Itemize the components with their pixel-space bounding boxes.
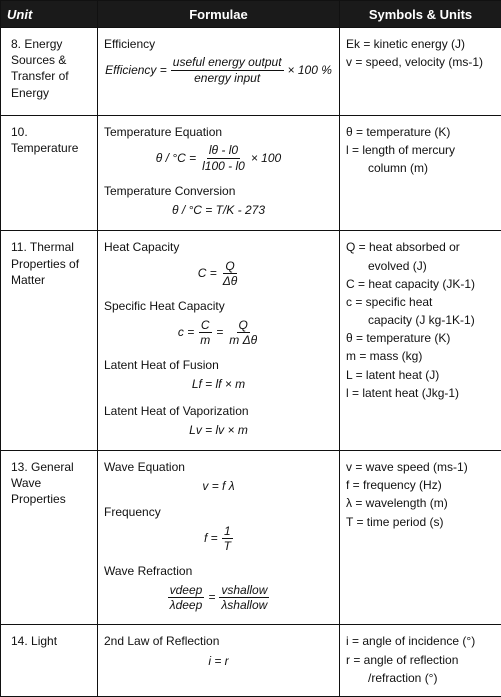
denominator: energy input <box>192 71 262 85</box>
equation-text: Lf = lf × m <box>192 376 245 392</box>
denominator: m Δθ <box>227 333 259 347</box>
equation <box>104 478 333 494</box>
denominator: λshallow <box>219 598 269 612</box>
symbols-cell <box>340 28 501 116</box>
symbol-definition: evolved (J) <box>346 258 495 274</box>
table-row <box>1 625 501 697</box>
symbol-definition: θ = temperature (K) <box>346 124 495 140</box>
symbols-cell <box>340 231 501 451</box>
denominator: l100 - l0 <box>200 159 247 173</box>
numerator: vshallow <box>219 583 269 598</box>
fraction <box>200 143 247 173</box>
formula-label: Frequency <box>104 504 333 520</box>
header-formulae: Formulae <box>98 1 340 28</box>
symbol-definition: Ek = kinetic energy (J) <box>346 36 495 52</box>
fraction <box>222 524 233 554</box>
symbol-definition: l = latent heat (Jkg-1) <box>346 385 495 401</box>
equation-rhs: × 100 % <box>288 62 332 78</box>
formula-block <box>104 504 333 553</box>
equation-lhs: C = <box>198 265 217 281</box>
equation-equals: = <box>208 589 215 605</box>
symbol-definition: /refraction (°) <box>346 670 495 686</box>
symbol-definition: l = length of mercury <box>346 142 495 158</box>
equation <box>104 202 333 218</box>
fraction <box>219 583 269 613</box>
symbol-definition: v = wave speed (ms-1) <box>346 459 495 475</box>
equation <box>104 653 333 669</box>
symbol-definition: r = angle of reflection <box>346 652 495 668</box>
symbol-definition: C = heat capacity (JK-1) <box>346 276 495 292</box>
header-unit: Unit <box>1 1 98 28</box>
symbol-definition: column (m) <box>346 160 495 176</box>
equation-equals: = <box>216 324 223 340</box>
formula-block <box>104 124 333 173</box>
equation <box>104 524 333 554</box>
formula-label: 2nd Law of Reflection <box>104 633 333 649</box>
symbol-definition: θ = temperature (K) <box>346 330 495 346</box>
equation-lhs: f = <box>204 530 218 546</box>
formula-label: Temperature Conversion <box>104 183 333 199</box>
formula-label: Temperature Equation <box>104 124 333 140</box>
unit-cell <box>1 28 98 116</box>
numerator: useful energy output <box>171 55 284 70</box>
formulae-cell <box>98 451 340 625</box>
equation-lhs: Efficiency = <box>105 62 167 78</box>
unit-cell <box>1 116 98 231</box>
fraction <box>227 318 259 348</box>
formula-block <box>104 357 333 392</box>
symbol-definition: Q = heat absorbed or <box>346 239 495 255</box>
symbols-cell <box>340 116 501 231</box>
formula-label: Latent Heat of Fusion <box>104 357 333 373</box>
equation-text: v = f λ <box>202 478 234 494</box>
symbols-cell <box>340 625 501 697</box>
unit-cell <box>1 625 98 697</box>
formula-block <box>104 403 333 438</box>
fraction <box>198 318 212 348</box>
formulae-cell <box>98 28 340 116</box>
equation-text: Lv = lv × m <box>189 422 248 438</box>
formula-label: Wave Refraction <box>104 563 333 579</box>
symbol-definition: λ = wavelength (m) <box>346 495 495 511</box>
fraction <box>221 259 240 289</box>
formula-block <box>104 298 333 347</box>
symbol-definition: T = time period (s) <box>346 514 495 530</box>
equation-text: θ / °C = T/K - 273 <box>172 202 265 218</box>
equation-lhs: c = <box>178 324 194 340</box>
symbol-definition: c = specific heat <box>346 294 495 310</box>
denominator: m <box>198 333 212 347</box>
equation-text: i = r <box>208 653 228 669</box>
formulae-cell <box>98 231 340 451</box>
unit-name: 10. Temperature <box>7 124 91 156</box>
table-row <box>1 231 501 451</box>
equation <box>104 422 333 438</box>
formula-block <box>104 239 333 288</box>
equation <box>104 318 333 348</box>
numerator: Q <box>223 259 236 274</box>
formula-block <box>104 183 333 218</box>
unit-name: 13. General Wave Properties <box>7 459 91 508</box>
denominator: Δθ <box>221 274 240 288</box>
symbol-definition: m = mass (kg) <box>346 348 495 364</box>
unit-name: 14. Light <box>7 633 91 649</box>
equation <box>104 143 333 173</box>
numerator: lθ - l0 <box>207 143 240 158</box>
equation <box>104 376 333 392</box>
formula-label: Wave Equation <box>104 459 333 475</box>
formula-block <box>104 459 333 494</box>
symbol-definition: i = angle of incidence (°) <box>346 633 495 649</box>
table-row <box>1 451 501 625</box>
symbol-definition: L = latent heat (J) <box>346 367 495 383</box>
table-row <box>1 28 501 116</box>
formula-block <box>104 36 333 85</box>
unit-cell <box>1 451 98 625</box>
formula-label: Specific Heat Capacity <box>104 298 333 314</box>
denominator: T <box>222 539 233 553</box>
denominator: λdeep <box>168 598 205 612</box>
symbol-definition: v = speed, velocity (ms-1) <box>346 54 495 70</box>
unit-cell <box>1 231 98 451</box>
symbol-definition: f = frequency (Hz) <box>346 477 495 493</box>
numerator: Q <box>237 318 250 333</box>
fraction <box>171 55 284 85</box>
symbol-definition: capacity (J kg-1K-1) <box>346 312 495 328</box>
unit-name: 8. Energy Sources & Transfer of Energy <box>7 36 91 101</box>
fraction <box>168 583 205 613</box>
table-row <box>1 116 501 231</box>
formulae-cell <box>98 625 340 697</box>
unit-name: 11. Thermal Properties of Matter <box>7 239 91 288</box>
formula-block <box>104 563 333 612</box>
equation-rhs: × 100 <box>251 150 281 166</box>
equation <box>104 259 333 289</box>
equation <box>104 55 333 85</box>
equation <box>104 583 333 613</box>
numerator: 1 <box>222 524 233 539</box>
symbols-cell <box>340 451 501 625</box>
formula-block <box>104 633 333 668</box>
formula-label: Heat Capacity <box>104 239 333 255</box>
header-row <box>1 1 501 28</box>
numerator: C <box>199 318 212 333</box>
formulae-cell <box>98 116 340 231</box>
numerator: vdeep <box>168 583 205 598</box>
formula-label: Efficiency <box>104 36 333 52</box>
formula-label: Latent Heat of Vaporization <box>104 403 333 419</box>
header-symbols: Symbols & Units <box>340 1 501 28</box>
equation-lhs: θ / °C = <box>156 150 196 166</box>
